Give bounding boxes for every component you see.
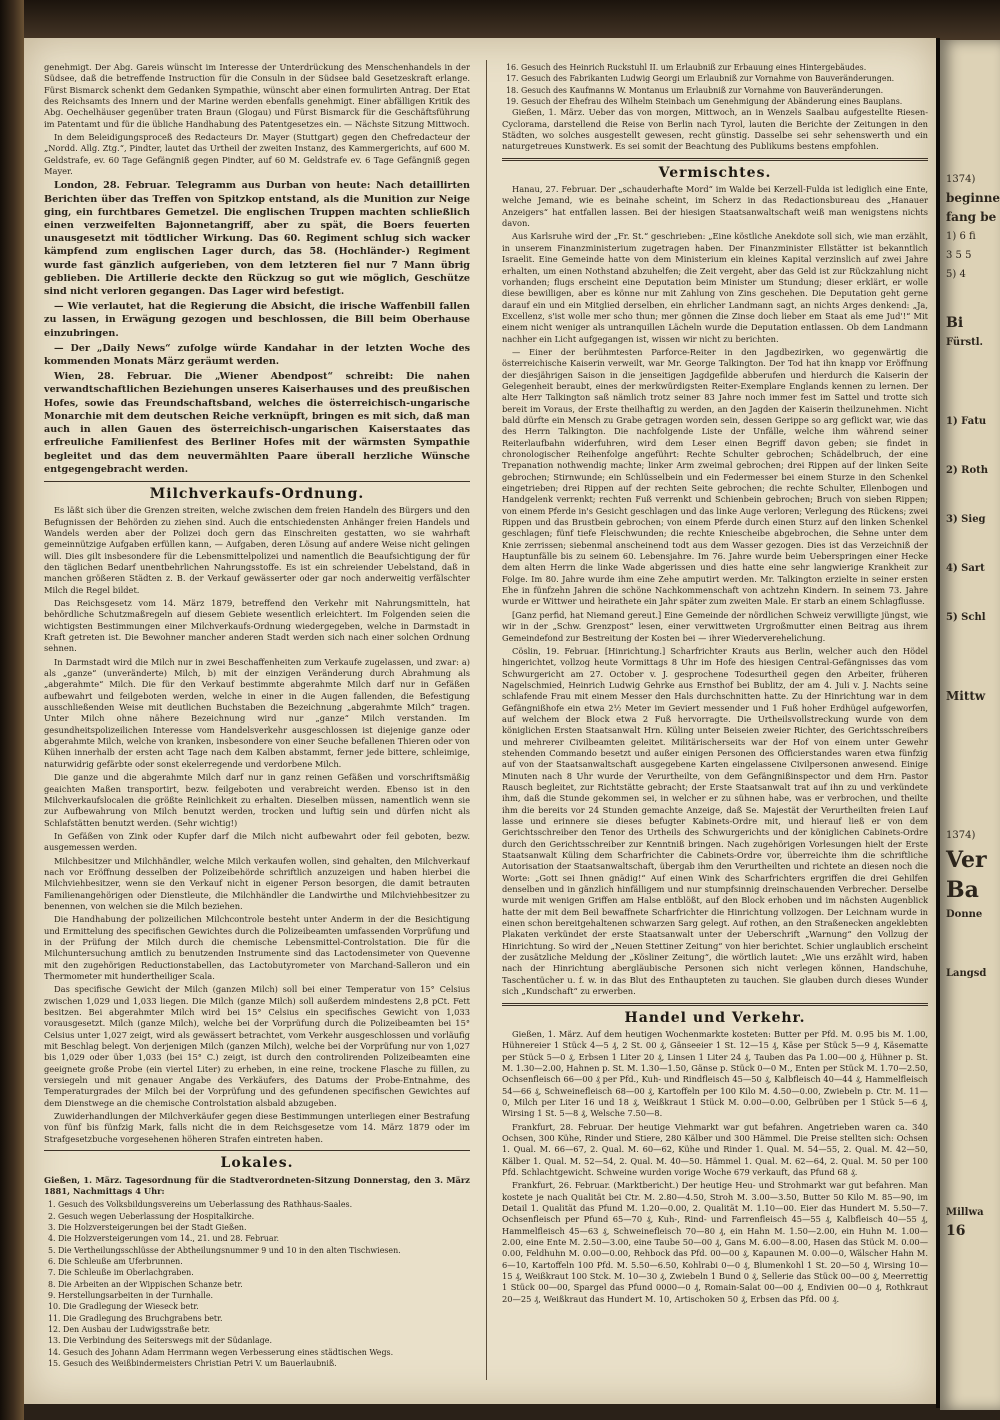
agenda-list xyxy=(44,1199,470,1369)
article-paragraph: Die Handhabung der polizeilichen Milchcontrole besteht unter Anderm in der die Besichtigung und Ermittelung des specifischen Gewichtes durch die Polizeibeamten umfassenden Vorprüfung und in der Prüfung der Milch durch die chemische Lebensmittel-Controlstation. Die für die Milchuntersuchung amtlich zu benutzenden Instrumente sind das Lactodensimeter von Quevenne mit den zugehörigen Reductionstabellen, das Lactobutyrometer von Marchand-Salleron und ein Thermometer mit hundertheiliger Scala. xyxy=(44,914,470,981)
fragment-text: 2) Roth xyxy=(946,465,989,476)
article-paragraph: Gießen, 1. März. Ueber das von morgen, Mittwoch, an in Wenzels Saalbau aufgestellte Riesen-Cyclorama, darstellend die Reise von Berlin nach Tyrol, lauten die Berichte der Zeitungen in den Städten, wo solches ausgestellt gewesen, recht günstig. Dasselbe sei sehr sehenswerth und ein naturgetreues Kunstwerk. Es sei somit der Beachtung des Publikums bestens empfohlen. xyxy=(502,107,928,152)
article-paragraph: [Ganz perfid, hat Niemand gereut.] Eine Gemeinde der nördlichen Schweiz verwilligte jüngst, wie wir in der „Schw. Grenzpost“ lesen, einer verwittweten Urgroßmutter einen Beitrag aus ihrem Gemeindefond zur Bestreitung der Kosten bei — ihrer Wiederverehelichung. xyxy=(502,609,928,643)
list-item: 19. Gesuch der Ehefrau des Wilhelm Steinbach um Genehmigung der Abänderung eines Bauplans. xyxy=(506,97,903,107)
article-paragraph: Das Reichsgesetz vom 14. März 1879, betreffend den Verkehr mit Nahrungsmitteln, hat behördliche Schutzmaßregeln auf diesem Gebiete wesentlich erleichtert. Im Folgenden seien die wichtigsten Bestimmungen einer Milchverkaufs-Ordnung wiedergegeben, welche in Darmstadt in Kraft getreten ist. Die Bewohner mancher anderen Stadt werden sich nach einer solchen Ordnung sehnen. xyxy=(44,598,470,654)
fragment-text: fang be xyxy=(946,210,997,224)
market-report: Gießen, 1. März. Auf dem heutigen Wochenmarkte kosteten: Butter per Pfd. M. 0.95 bis M. 1.00, Hühnereier 1 Stück 4—5 ₰, 2 St. 00 ₰, Gänseeier 1 St. 12—15 ₰, Käse per Stück 5—9 ₰, Käsematte per Stück 5—0 ₰, Erbsen 1 Liter 20 ₰, Linsen 1 Liter 24 ₰, Tauben das Pa 1.00—00 ₰, Hühner p. St. M. 1.30—2.00, Hahnen p. St. M. 1.30—1.50, Gänse p. Stück 0—0 M., Enten per Stück M. 1.70—2.50, Ochsenfleisch 66—00 ₰ per Pfd., Kuh- und Rindfleisch 45—50 ₰, Kalbfleisch 40—44 ₰, Hammelfleisch 54—66 ₰, Schweinefleisch 68—00 ₰, Kartoffeln per 100 Kilo M. 4.50—0.00, Zwiebeln p. Ctr. M. 11—0, Milch per Liter 16 und 18 ₰, Weißkraut 1 Stück M. 0.00—0.00, Gelbrüben per 1 Stück 5—6 ₰, Wirsing 1 St. 5—8 ₰, Welsche 7.50—8. xyxy=(502,1028,928,1119)
list-item: 14. Gesuch des Johann Adam Herrmann wegen Verbesserung eines städtischen Wegs. xyxy=(48,1347,394,1357)
article-paragraph: In Darmstadt wird die Milch nur in zwei Beschaffenheiten zum Verkaufe zugelassen, und zwar: a) als „ganze“ (unveränderte) Milch, b) mit der einzigen Veränderung durch Abrahmung als „abgerahmte“ Milch. Die für den Verkauf bestimmte abgerahmte Milch darf nur in Gefäßen aufbewahrt und feilgeboten werden, welche in einer in die Augen fallenden, die Befestigung ausschließenden Weise mit deutlichen Buchstaben die Bezeichnung „abgerahmte Milch“ tragen. Unter Milch ohne nähere Bezeichnung wird nur „ganze“ Milch verstanden. Im gesundheitspolizeilichen Interesse vom Handelsverkehr ausgeschlossen ist diejenige ganze oder abgerahmte Milch, welche von kranken, insbesondere von einer Seuche befallenen Thieren oder von Kühen innerhalb der ersten acht Tage nach dem Kalben abstammt, ferner jede bittere, schleimige, naturwidrig gefärbte oder sonst ekelerregende und verdorbene Milch. xyxy=(44,656,470,769)
kandahar-report: — Der „Daily News“ zufolge würde Kandahar in der letzten Woche des kommenden Monats März geräumt werden. xyxy=(44,342,470,368)
list-item: 15. Gesuch des Weißbindermeisters Christian Petri V. um Bauerlaubniß. xyxy=(48,1359,337,1368)
list-item: 12. Den Ausbau der Ludwigsstraße betr. xyxy=(48,1324,211,1334)
section-rule xyxy=(502,158,928,161)
fragment-text: Langsd xyxy=(946,968,987,979)
list-item: 13. Die Verbindung des Seiterswegs mit der Südanlage. xyxy=(48,1336,272,1346)
list-item: 1. Gesuch des Volksbildungsvereins um Ueberlassung des Rathhaus-Saales. xyxy=(48,1200,353,1210)
left-column xyxy=(44,62,470,1372)
fragment-text: Mittw xyxy=(946,689,986,703)
list-item: 2. Gesuch wegen Ueberlassung der Hospitalkirche. xyxy=(48,1211,255,1221)
list-item: 7. Die Schleuße im Oberlachgraben. xyxy=(48,1268,194,1278)
market-report: Frankfurt, 28. Februar. Der heutige Viehmarkt war gut befahren. Angetrieben waren ca. 340 Ochsen, 300 Kühe, Rinder und Stiere, 280 Kälber und 300 Hämmel. Die Preise stellten sich: Ochsen 1. Qual. M. 66—67, 2. Qual. M. 60—62, Kühe und Rinder 1. Qual. M. 54—55, 2. Qual. M. 42—50, Kälber 1. Qual. M. 52—54, 2. Qual. M. 40—50. Hämmel 1. Qual. M. 62—64, 2. Qual. M. 50 per 100 Pfd. Schlachtgewicht. Schweine wurden vorige Woche 679 verkauft, das Pfund 68 ₰. xyxy=(502,1121,928,1177)
fragment-text: Millwa xyxy=(946,1207,984,1218)
agenda-list-continued xyxy=(502,62,928,107)
adjacent-page-fragments xyxy=(940,40,1000,1241)
fragment-text: Bi xyxy=(946,315,964,331)
book-spine xyxy=(0,0,24,1420)
fragment-text: Donne xyxy=(946,909,983,920)
fragment-text: 16 xyxy=(946,1223,966,1239)
list-item: 18. Gesuch des Kaufmanns W. Montanus um Erlaubniß zur Vornahme von Bauveränderungen. xyxy=(506,85,884,95)
fragment-text: 3) Sieg xyxy=(946,514,986,525)
fragment-text: 1374) xyxy=(946,174,976,185)
vienna-report: Wien, 28. Februar. Die „Wiener Abendpost“ schreibt: Die nahen verwandtschaftlichen Beziehungen unseres Kaiserhauses und des preußischen Hofes, sowie das Freundschaftsband, welches die österreichisch-ungarische Monarchie mit dem deutschen Reiche verknüpft, bringen es mit sich, daß man auch in allen Gauen des österreichisch-ungarischen Kaiserstaates das erfreuliche Familienfest des Berliner Hofes mit der wärmsten Sympathie begleitet und das dem neuvermählten Paare überall herzliche Wünsche entgegengebracht werden. xyxy=(44,371,470,475)
fragment-text: Fürstl. xyxy=(946,337,983,348)
article-paragraph: In dem Beleidigungsproceß des Redacteurs Dr. Mayer (Stuttgart) gegen den Chefredacteur der „Nordd. Allg. Ztg.“, Pindter, lautet das Urtheil der zweiten Instanz, des Kammergerichts, auf 600 M. Geldstrafe, ev. 60 Tage Gefängniß gegen Pindter, auf 60 M. Geldstrafe ev. 6 Tage Gefängniß gegen Mayer. xyxy=(44,132,470,177)
article-paragraph: Hanau, 27. Februar. Der „schauderhafte Mord“ im Walde bei Kerzell-Fulda ist lediglich eine Ente, welche Jemand, wie es beinahe scheint, im Scherz in das Redactionsbureau des „Hanauer Anzeigers“ hat entfallen lassen. Bei der hiesigen Staatsanwaltschaft weiß man wenigstens nichts davon. xyxy=(502,184,928,229)
fragment-text: beginne xyxy=(946,191,1000,205)
article-paragraph: Die ganze und die abgerahmte Milch darf nur in ganz reinen Gefäßen und vorschriftsmäßig geaichten Maßen transportirt, bezw. feilgeboten und verabreicht werden. Ebenso ist in den Milchverkaufslocalen die größte Reinlichkeit zu erhalten. Dieselben müssen, namentlich wenn sie zur Aufbewahrung von Milch benutzt werden, trocken und luftig sein und dürfen nicht als Schlafstätten benutzt werden. (Sehr wichtig!) xyxy=(44,772,470,828)
section-rule xyxy=(44,481,470,482)
list-item: 16. Gesuch des Heinrich Ruckstuhl II. um Erlaubniß zur Erbauung eines Hintergebäudes. xyxy=(506,63,867,72)
market-report: Frankfurt, 26. Februar. (Marktbericht.) Der heutige Heu- und Strohmarkt war gut befahren. Man kostete je nach Qualität bei Ctr. M. 2.80—4.50, Stroh M. 3.00—3.50, Butter 50 Kilo M. 85—90, im Detail 1. Qualität das Pfund M. 1.20—0.00, 2. Qualität M. 1.10—00. Eier das Hundert M. 5.50—7. Ochsenfleisch per Pfund 65—70 ₰, Kuh-, Rind- und Farrenfleisch 45—55 ₰, Kalbfleisch 40—55 ₰, Hammelfleisch 45—63 ₰, Schweinefleisch 70—80 ₰, ein Hahn M. 1.50—2.00, ein Huhn M. 1.00—2.00, eine Ente M. 2.50—3.00, eine Taube 50—00 ₰, Gans M. 6.00—8.00, Hasen das Stück M. 0.00—0.00, Feldhuhn M. 0.00—0.00, Rehbock das Pfd. 00—00 ₰, Kapaunen M. 0.00—0, Wälscher Hahn M. 6—10, Kartoffeln 100 Pfd. M. 5.50—6.50, Kohlrabi 0—0 ₰, Blumenkohl 1 St. 20—50 ₰, Wirsing 10—15 ₰, Weißkraut 100 Stck. M. 10—30 ₰, Zwiebeln 1 Bund 0 ₰, Sellerie das Stück 00—00 ₰, Meerrettig 1 Stück 00—00, Spargel das Pfund 0000—0 ₰, Romain-Salat 00—00 ₰, Endivien 00—0 ₰, Rothkraut 20—25 ₰, Weißkraut das Hundert M. 10, Artischoken 50 ₰, Erbsen das Pfd. 00 ₰. xyxy=(502,1180,928,1304)
list-item: 5. Die Vertheilungsschlüsse der Abtheilungsnummer 9 und 10 in den alten Tischwiesen. xyxy=(48,1245,401,1255)
fragment-text: 5) Schl xyxy=(946,612,986,623)
article-paragraph: Das specifische Gewicht der Milch (ganzen Milch) soll bei einer Temperatur von 15° Celsius zwischen 1,029 und 1,033 liegen. Die Milch (ganze Milch) soll außerdem mindestens 2,8 pCt. Fett besitzen. Bei abgerahmter Milch wird bei 15° Celsius ein specifisches Gewicht von 1,033 vorausgesetzt. Milch (ganze Milch), welche bei der Vorprüfung durch die Polizeibeamten bei 15° Celsius unter 1,027 zeigt, wird als gewässert betrachtet, vom Verkehr ausgeschlossen und vorläufig mit Beschlag belegt. Von derjenigen Milch (ganzen Milch), welche bei der Vorprüfung nur von 1,027 bis 1,029 oder über 1,033 (bei 15° C.) zeigt, ist durch den controlirenden Polizeibeamten eine geeignete große Probe (ein viertel Liter) zu erheben, in eine reine, trockene Flasche zu füllen, zu versiegeln und mit genauer Angabe des Verkäufers, des Datums der Probe-Entnahme, des Temperaturgrades der Milch bei der Vorprüfung und des gefundenen specifischen Gewichtes auf dem Dienstwege an die chemische Controlstation alsbald abzugeben. xyxy=(44,984,470,1108)
fragment-text: 3 5 5 xyxy=(946,250,972,261)
section-heading-local: Lokales. xyxy=(220,1155,294,1172)
right-column xyxy=(502,62,928,1372)
article-paragraph: Aus Karlsruhe wird der „Fr. St.“ geschrieben: „Eine köstliche Anekdote soll sich, wie man erzählt, in unserem Finanzministerium zugetragen haben. Der Finanzminister Ellstätter ist bekanntlich Israelit. Eine Gemeinde hatte von dem Ministerium ein kleines Kapital verzinslich auf zwei Jahre erhalten, um einen Nothstand abzuhelfen; die Zeit vergeht, aber das Geld ist zur Rückzahlung nicht vorhanden; flugs erscheint eine Deputation beim Minister um Stundung; dieser erklärt, er wolle diese bewilligen, aber es könne nur mit Zahlung von Zins geschehen. Die Deputation geht gerne darauf ein und ein Mitglied derselben, ein ehrlicher Landmann sagt, an nichts Arges denkend: „Ja, Excellenz, s'ist wolle mer scho thun; mer gönnen die Zinse doch lieber em Staat als eme Jud'!“ Mit einem nicht weniger als untranquillen Lächeln wurde die Deputation entlassen. Ob dem Landmann nachher ein Licht aufgegangen ist, wissen wir nicht zu berichten. xyxy=(502,231,928,344)
list-item: 8. Die Arbeiten an der Wippischen Schanze betr. xyxy=(48,1279,243,1289)
section-heading-milk: Milchverkaufs-Ordnung. xyxy=(149,485,365,502)
list-item: 9. Herstellungsarbeiten in der Turnhalle. xyxy=(48,1290,214,1300)
section-heading-trade: Handel und Verkehr. xyxy=(624,1009,806,1026)
list-item: 10. Die Gradlegung der Wieseck betr. xyxy=(48,1302,199,1312)
article-paragraph: Milchbesitzer und Milchhändler, welche Milch verkaufen wollen, sind gehalten, den Milchverkauf nach vor Eröffnung desselben der Polizeibehörde schriftlich anzuzeigen und haben hierbei die Milchviehbesitzer, wenn sie den Verkauf nicht in eigener Person besorgen, die damit betrauten Familienangehörigen oder Dienstleute, die Milchhändler die Landwirthe und Milchviehbesitzer zu benennen, von welchen sie die Milch beziehen. xyxy=(44,855,470,911)
list-item: 17. Gesuch des Fabrikanten Ludwig Georgi um Erlaubniß zur Vornahme von Bauveränderungen. xyxy=(506,74,895,84)
article-paragraph: Zuwiderhandlungen der Milchverkäufer gegen diese Bestimmungen unterliegen einer Bestrafung von fünf bis fünfzig Mark, falls nicht die in dem Reichsgesetze vom 14. März 1879 oder im Strafgesetzbuche vorgesehenen höheren Strafen eintreten haben. xyxy=(44,1111,470,1144)
adjacent-page-edge xyxy=(940,40,1000,1410)
article-paragraph: genehmigt. Der Abg. Gareis wünscht im Interesse der Unterdrückung des Menschenhandels in der Südsee, daß die betreffende Instruction für die Consuln in der Südsee bald Gesetzeskraft erlange. Fürst Bismarck schenkt dem Gedanken Sympathie, wünscht aber einen formulirten Antrag. Der Etat des Reichsamts des Innern und der Marine werden ebenfalls genehmigt. Einer abfälligen Kritik des Abg. Oechelhäuser gegenüber traten Braun (Glogau) und Fürst Bismarck für die Geschäftsführung im Patentamt und für die übliche Handhabung des Patentgesetzes ein. — Nächste Sitzung Mittwoch. xyxy=(44,62,470,129)
fragment-text: Ver xyxy=(946,847,987,873)
list-item: 6. Die Schleuße am Uferbrunnen. xyxy=(48,1256,183,1266)
article-paragraph: Es läßt sich über die Grenzen streiten, welche zwischen dem freien Handeln des Bürgers und den Befugnissen der Behörden zu ziehen sind. Auch die entschiedensten Anhänger freien Handels und Wandels werden aber der Polizei doch gern das Einschreiten gestatten, wo sie wahrhaft gemeinnützige Aufgaben erfüllen kann, — Aufgaben, deren Lösung auf andere Weise nicht gelingen will. Dies gilt insbesondere für die Lebensmittelpolizei und namentlich die Beaufsichtigung der für den täglichen Bedarf unentbehrlichen Nahrungsstoffe. Es ist ein schreiender Uebelstand, daß in manchen größeren Städten z. B. der Verkauf gewässerter oder gar noch anderweitig verfälschter Milch die Regel bildet. xyxy=(44,505,470,595)
column-divider xyxy=(486,60,487,1380)
fragment-text: 1) Fatu xyxy=(946,416,987,427)
fragment-text: 5) 4 xyxy=(946,269,966,280)
section-rule xyxy=(502,1003,928,1006)
article-paragraph: — Einer der berühmtesten Parforce-Reiter in den Jagdbezirken, wo gegenwärtig die österreichische Kaiserin verweilt, war Mr. George Talkington. Der Tod hat ihn knapp vor Eröffnung der diesjährigen Saison in die jenseitigen Jagdgefilde abberufen und hierdurch die Kaiserin der Gelegenheit beraubt, eines der merkwürdigsten Reiter-Exemplare Englands kennen zu lernen. Der alte Herr Talkington saß nämlich trotz seiner 83 Jahre noch immer fest im Sattel und trotte sich bereit im Voraus, der Erste theilhaftig zu werden, an den Jagden der Kaiserin theilzunehmen. Nicht bald dürfte ein Mensch zu Grabe getragen worden sein, dessen Gerippe so arg geflickt war, wie das des Herrn Talkington. Die nachfolgende Liste der Unfälle, welche ihm während seiner Reiterlaufbahn widerfuhren, wird dem Leser einen Begriff davon geben; sie findet in chronologischer Reihenfolge angeführt: Rechte Schulter gebrochen; Schädelbruch, der eine Trepanation nothwendig machte; linker Arm zweimal gebrochen; drei Rippen auf der linken Seite gebrochen; Stirnwunde; ein Schlüsselbein und ein Federmesser bei einem Sturze in den Schenkel eingetrieben; drei Rippen auf der rechten Seite gebrochen; die rechte Schulter, Ellenbogen und Handgelenk verrenkt; rechten Fuß verrenkt und Schienbein gebrochen; Bruch von sieben Rippen; von einem Pferde in's Gesicht geschlagen und das linke Auge verloren; Verlegung des Rückens; zwei Rippen und das Brustbein gebrochen; von einem Pferde durch einen Sturz auf den linken Schenkel geschlagen; fünf tiefe Fleischwunden; die rechte Kniescheibe abgebrochen, die Sehne unter dem Knie zerrissen; siebenmal anscheinend todt aus dem Wasser gezogen. Dies ist das Verzeichniß der Hauptunfälle bis zu seinem 60. Lebensjahre. Im 76. Jahre wurde beim Ueberspringen einer Hecke dem alten Herrn die linke Wade abgerissen und dies hatte eine sehr langwierige Krankheit zur Folge. Im 80. Jahre wurde ihm eine Zehe amputirt werden. Mr. Talkington erzielte in seiner ersten Ehe in fünfzehn Jahren die schöne Nachkommenschaft von achtzehn Kindern. In seinem 73. Jahre wurde er Wittwer und heirathete ein Jahr später zum zweiten Male. Er starb an einem Schlagflusse. xyxy=(502,346,928,607)
list-item: 4. Die Holzversteigerungen vom 14., 21. und 28. Februar. xyxy=(48,1234,279,1244)
fragment-text: Ba xyxy=(946,877,979,903)
article-paragraph: Cöslin, 19. Februar. [Hinrichtung.] Scharfrichter Krauts aus Berlin, welcher auch den Hödel hingerichtet, vollzog heute Vormittags 8 Uhr im Hofe des hiesigen Central-Gefängnisses das vom Schwurgericht am 27. October v. J. gesprochene Todesurtheil gegen den Arbeiter, früheren Nagelschmied, Heinrich Ludwig Gehrke aus Ernsthof bei Bublitz, der am 4. Juli v. J. Nachts seine schlafende Frau mit einem Messer den Hals durchschnitten hatte. Zu der Hinrichtung war in dem Gefängnißhofe ein etwa 2½ Meter im Geviert messender und 1 Fuß hoher Erdhügel aufgeworfen, auf welchem der Block etwa 2 Fuß hervorragte. Die Urtheilsvollstreckung wurde von dem königlichen Ersten Staatsanwalt Hrn. Küling unter Beiseien zweier Richter, des Gerichtsschreibers und mehrerer Civilbeamten geleitet. Militärischerseits war der Hof von einem unter Gewehr stehenden Commando besetzt und außer einigen Personen des Officierstandes waren etwa fünfzig auf von der Staatsanwaltschaft ausgegebene Karten eingelassene Civilpersonen anwesend. Einige Minuten nach 8 Uhr wurde der Verurtheilte, von dem Gefängnißinspector und dem Hrn. Pastor Rausch begleitet, zur Richtstätte gebracht; der Erste Staatsanwalt trat auf ihn zu und verkündete ihm, daß die Stunde gekommen sei, in welcher er zu sühnen habe, was er verbrochen, und theilte ihm die bereits vor 24 Stunden gemachte Anzeige, daß Se. Majestät der Verurtheilten freien Lauf lasse und erinnere sie dieses befugter Kabinets-Ordre mit, und hierauf ließ er von dem Gerichtsschreiber den Tenor des Urtheils des Schwurgerichts und der königlichen Cabinets-Ordre durch den Gerichtsschreiber zur Kenntniß bringen. Nach zugehörigen Vorlesungen hielt der Erste Staatsanwalt Küling dem Scharfrichter die Cabinets-Ordre vor, überreichte ihm die schriftliche Autorisation der Staatsanwaltschaft, übergab ihm den Verurtheilten und richtete an diesen noch die Worte: „Gott sei Ihnen gnädig!“ Auf einen Wink des Scharfrichters ergriffen die drei Gehilfen denselben und in gänzlich hinfälligem und nur stumpfsinnig dreinschauenden Verbrecher. Derselbe wurde mit wenigen Griffen am Halse entblößt, auf den Block erhoben und im nächsten Augenblick hatte der mit dem Beil bewaffnete Scharfrichter die Hinrichtung vollzogen. Der Leichnam wurde in einen schon bereitgehaltenen schwarzen Sarg gelegt. Auf rothen, an den Straßenecken angeklebten Plakaten verkündet der erste Staatsanwalt unter der Ueberschrift „Warnung“ den Vollzug der Hinrichtung. So wird der „Neuen Stettiner Zeitung“ von hier berichtet. Schier unglaublich erscheint der zusätzliche Meldung der „Kösliner Zeitung“, die wörtlich lautet: „Wie uns erzählt wird, haben nach der Hinrichtung abergläubische Personen sich nicht verlegen können, Handschuhe, Taschentücher u. f. w. in das Blut des Enthaupteten zu tauchen. Sie glauben durch dieses Wunder sich „Kundschaft“ zu erwerben. xyxy=(502,645,928,997)
section-heading-misc: Vermischtes. xyxy=(658,164,772,181)
irish-bill-report: — Wie verlautet, hat die Regierung die Absicht, die irische Waffenbill fallen zu lassen, in Erwägung gezogen und beschlossen, die Bill beim Oberhause einzubringen. xyxy=(44,301,470,339)
fragment-text: 1) 6 fi xyxy=(946,231,976,242)
london-report: London, 28. Februar. Telegramm aus Durban von heute: Nach detaillirten Berichten über das Treffen von Spitzkop entstand, als die Munition zur Neige ging, ein furchtbares Gemetzel. Die englischen Truppen machten schließlich einen verzweifelten Bajonnetangriff, aber zu spät, die Boers feuerten unausgesetzt mit tödtlicher Wirkung. Das 60. Regiment schlug sich wacker kämpfend zum englischen Lager durch, das 58. (Hochländer-) Regiment wurde fast gänzlich aufgerieben, von dem letzteren fiel nur 7 Mann übrig geblieben. Die Artillerie deckte den Rückzug so gut wie möglich, Geschütze sind nicht verloren gegangen. Das Lager wird befestigt. xyxy=(44,180,470,298)
list-item: 11. Die Gradlegung des Bruchgrabens betr. xyxy=(48,1313,223,1323)
list-item: 3. Die Holzversteigerungen bei der Stadt Gießen. xyxy=(48,1222,247,1232)
fragment-text: 1374) xyxy=(946,830,976,841)
fragment-text: 4) Sart xyxy=(946,563,985,574)
section-rule xyxy=(44,1150,470,1151)
agenda-intro: Gießen, 1. März. Tagesordnung für die Stadtverordneten-Sitzung Donnerstag, den 3. März 1881, Nachmittags 4 Uhr: xyxy=(44,1174,470,1196)
article-paragraph: In Gefäßen von Zink oder Kupfer darf die Milch nicht aufbewahrt oder feil geboten, bezw. ausgemessen werden. xyxy=(44,830,470,853)
